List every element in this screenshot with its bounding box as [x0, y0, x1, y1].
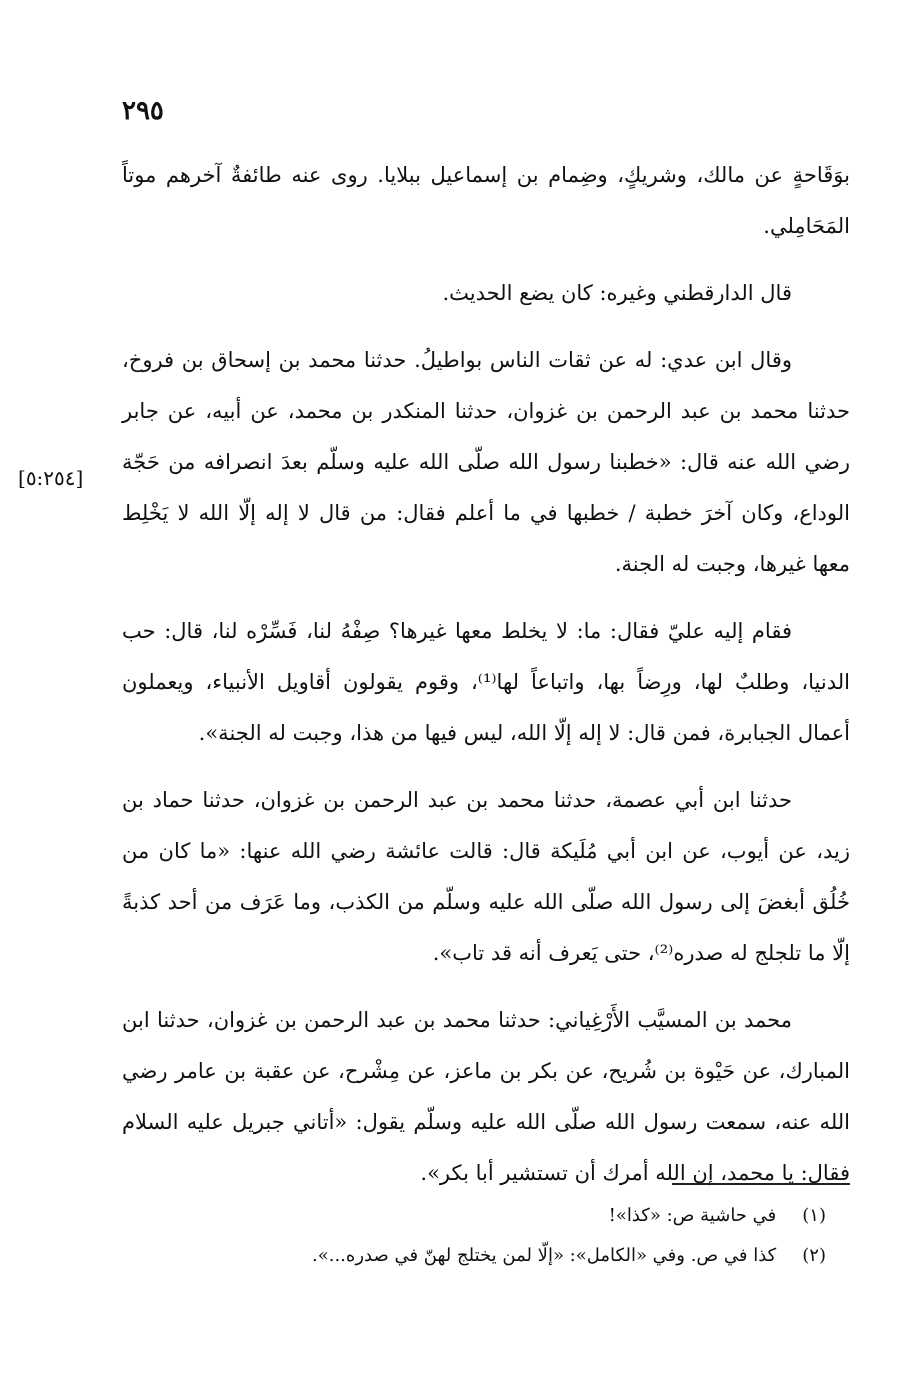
footnote-divider [672, 1183, 850, 1185]
footnote-item [150, 1196, 850, 1236]
footnote-text: كذا في ص. وفي «الكامل»: «إلّا لمن يختلج لهنّ في صدره...». [312, 1245, 777, 1266]
margin-volume-page-reference: [٥:٢٥٤] [18, 466, 84, 490]
footnote-number: (١) [802, 1205, 826, 1226]
main-text [122, 150, 850, 1215]
footnote-item [150, 1236, 850, 1276]
paragraph-continuation: بوَقَاحةٍ عن مالك، وشريكٍ، وضِمام بن إسماعيل ببلايا. روى عنه طائفةٌ آخرهم موتاً المَحَامِلي. [122, 163, 850, 238]
paragraph-arghiyani: محمد بن المسيَّب الأَرْغِياني: حدثنا محمد بن عبد الرحمن بن غزوان، حدثنا ابن المبارك، عن حَيْوة بن شُريح، عن بكر بن ماعز، عن مِشْرح، عن عقبة بن عامر رضي الله عنه، سمعت رسول الله صلّى الله عليه وسلّم يقول: «أتاني جبريل عليه السلام فقال: يا محمد، إن الله أمرك أن تستشير أبا بكر». [122, 1008, 850, 1185]
paragraph-aisha-hadith: حدثنا ابن أبي عصمة، حدثنا محمد بن عبد الرحمن بن غزوان، حدثنا حماد بن زيد، عن أيوب، عن ابن أبي مُلَيكة قال: قالت عائشة رضي الله عنها: «ما كان من خُلُق أبغضَ إلى رسول الله صلّى الله عليه وسلّم من الكذب، وما عَرَف من أحد كذبةً إلّا ما تلجلج له صدره⁽²⁾، حتى يَعرف أنه قد تاب». [122, 788, 850, 965]
footnotes [150, 1196, 850, 1276]
page-number: ٢٩٥ [122, 96, 164, 126]
footnote-text: في حاشية ص: «كذا»! [608, 1205, 777, 1226]
paragraph-ibn-adi: وقال ابن عدي: له عن ثقات الناس بواطيلُ. حدثنا محمد بن إسحاق بن فروخ، حدثنا محمد بن عبد الرحمن بن غزوان، حدثنا المنكدر بن محمد، عن أبيه، عن جابر رضي الله عنه قال: «خطبنا رسول الله صلّى الله عليه وسلّم بعدَ انصرافه من حَجّة الوداع، وكان آخرَ خطبة / خطبها في ما أعلم فقال: من قال لا إله إلّا الله لا يَخْلِط معها غيرها، وجبت له الجنة. [122, 348, 850, 576]
paragraph-ali-question: فقام إليه عليّ فقال: ما: لا يخلط معها غيرها؟ صِفْهُ لنا، فَسِّرْه لنا، قال: حب الدنيا، وطلبٌ لها، ورِضاً بها، واتباعاً لها⁽¹⁾، وقوم يقولون أقاويل الأنبياء، ويعملون أعمال الجبابرة، فمن قال: لا إله إلّا الله، ليس فيها من هذا، وجبت له الجنة». [122, 619, 850, 745]
paragraph-daraqutni: قال الدارقطني وغيره: كان يضع الحديث. [442, 281, 792, 305]
footnote-number: (٢) [802, 1245, 826, 1266]
